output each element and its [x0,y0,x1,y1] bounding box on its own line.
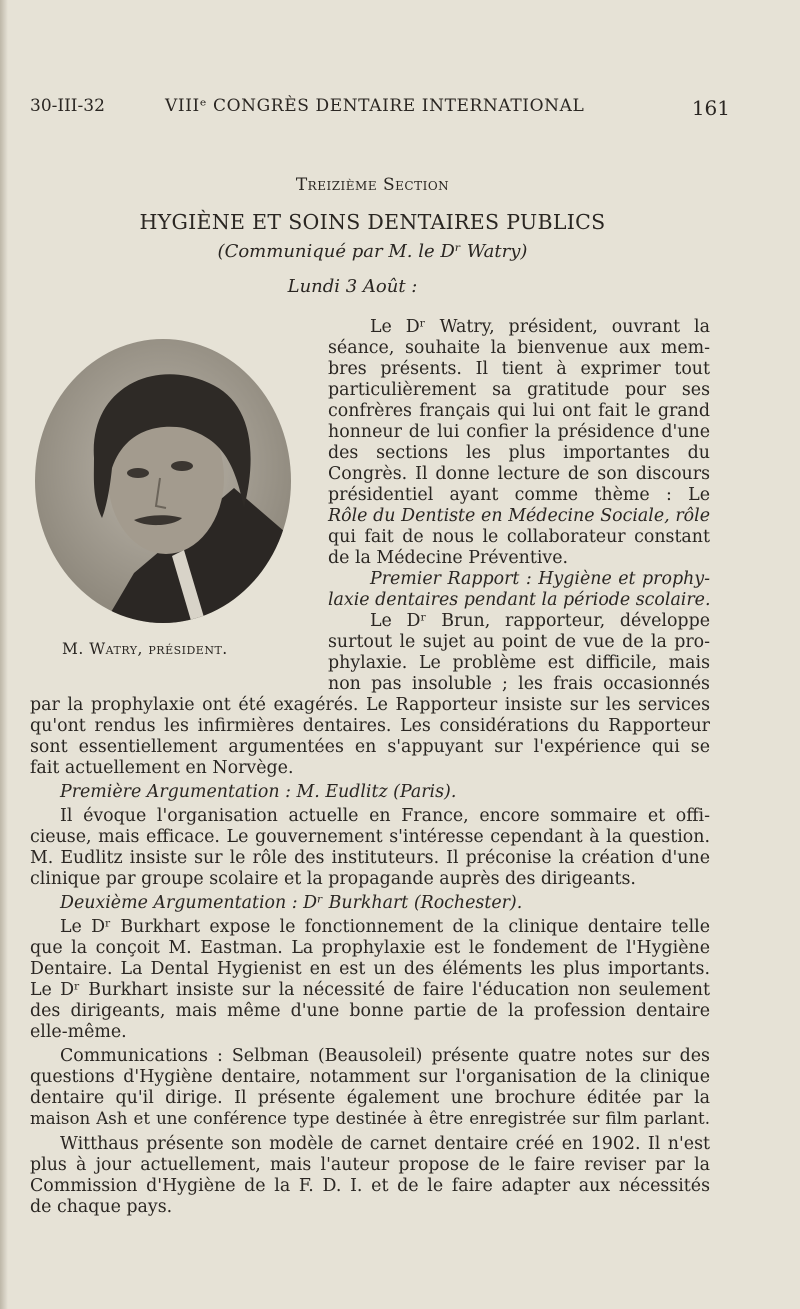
paragraph-line: Dentaire. La Dental Hygienist en est un des éléments les plus importants. [30,959,710,979]
paragraph-line: particulièrement sa gratitude pour ses [328,380,710,400]
session-date: Lundi 3 Août : [287,276,418,297]
paragraph-line: Le Dʳ Brun, rapporteur, développe [370,611,710,631]
paragraph-line: des dirigeants, mais même d'une bonne partie de la profession dentaire [30,1001,710,1021]
communique-line: (Communiqué par M. le Dʳ Watry) [217,241,528,262]
paragraph-line: Premier Rapport : Hygiène et prophy- [370,569,710,589]
paragraph-line: phylaxie. Le problème est difficile, mais [328,653,710,673]
paragraph-line: Le Dʳ Burkhart expose le fonctionnement de la clinique dentaire telle [60,917,710,937]
paragraph-line: qui fait de nous le collaborateur constant [328,527,710,547]
paragraph-line: Communications : Selbman (Beausoleil) présente quatre notes sur des [60,1046,710,1066]
paragraph-line: dentaire qu'il dirige. Il présente également une brochure éditée par la [30,1088,710,1108]
paragraph-line: confrères français qui lui ont fait le grand [328,401,710,421]
paragraph-line: honneur de lui confier la présidence d'une [328,422,710,442]
section-heading: HYGIÈNE ET SOINS DENTAIRES PUBLICS [139,210,606,234]
paragraph-line: Witthaus présente son modèle de carnet dentaire créé en 1902. Il n'est [60,1134,710,1154]
paragraph-line: laxie dentaires pendant la période scolaire. [328,590,711,610]
page-number: 161 [691,96,730,120]
paragraph-line: M. Eudlitz insiste sur le rôle des instituteurs. Il préconise la création d'une [30,848,710,868]
paragraph-line: Le Dʳ Burkhart insiste sur la nécessité de faire l'éducation non seulement [30,980,710,1000]
paragraph-line: Le Dʳ Watry, président, ouvrant la [370,317,710,337]
paragraph-line: de la Médecine Préventive. [328,548,569,568]
paragraph-line: qu'ont rendus les infirmières dentaires. Les considérations du Rapporteur [30,716,710,736]
paragraph-line: présidentiel ayant comme thème : Le [328,485,710,505]
paragraph-line: Rôle du Dentiste en Médecine Sociale, rôle [328,506,710,526]
page-edge [0,0,8,1309]
paragraph-line: plus à jour actuellement, mais l'auteur propose de le faire reviser par la [30,1155,710,1175]
paragraph-line: cieuse, mais efficace. Le gouvernement s'intéresse cependant à la question. [30,827,710,847]
paragraph-line: questions d'Hygiène dentaire, notamment sur l'organisation de la clinique [30,1067,710,1087]
paragraph-line: elle-même. [30,1022,127,1042]
paragraph-line: sont essentiellement argumentées en s'appuyant sur l'expérience qui se [30,737,710,757]
paragraph-line: clinique par groupe scolaire et la propagande auprès des dirigeants. [30,869,636,889]
paragraph-line: des sections les plus importantes du [328,443,710,463]
section-title: Treizième Section [295,175,450,195]
paragraph-line: bres présents. Il tient à exprimer tout [328,359,710,379]
portrait-photo [34,338,292,624]
paragraph-line: Commission d'Hygiène de la F. D. I. et de le faire adapter aux nécessités [30,1176,710,1196]
paragraph-line: Congrès. Il donne lecture de son discours [328,464,710,484]
paragraph-line: Il évoque l'organisation actuelle en France, encore sommaire et offi- [60,806,710,826]
paragraph-line: Deuxième Argumentation : Dʳ Burkhart (Rochester). [60,893,523,913]
paragraph-line: surtout le sujet au point de vue de la pro- [328,632,710,652]
paragraph-line: maison Ash et une conférence type destinée à être enregistrée sur film parlant. [30,1109,710,1128]
paragraph-line: Première Argumentation : M. Eudlitz (Paris). [60,782,457,802]
running-header [30,96,730,124]
paragraph-line: fait actuellement en Norvège. [30,758,294,778]
paragraph-line: non pas insoluble ; les frais occasionnés [328,674,710,694]
paragraph-line: séance, souhaite la bienvenue aux mem- [328,338,710,358]
portrait-caption [62,640,228,658]
paragraph-line: par la prophylaxie ont été exagérés. Le Rapporteur insiste sur les services [30,695,710,715]
paragraph-line: de chaque pays. [30,1197,173,1217]
header-date: 30-III-32 [30,96,105,116]
caption-text: M. Watry, président. [62,640,228,658]
paragraph-line: que la conçoit M. Eastman. La prophylaxie est le fondement de l'Hygiène [30,938,710,958]
running-title: VIIIᵉ CONGRÈS DENTAIRE INTERNATIONAL [165,96,585,116]
